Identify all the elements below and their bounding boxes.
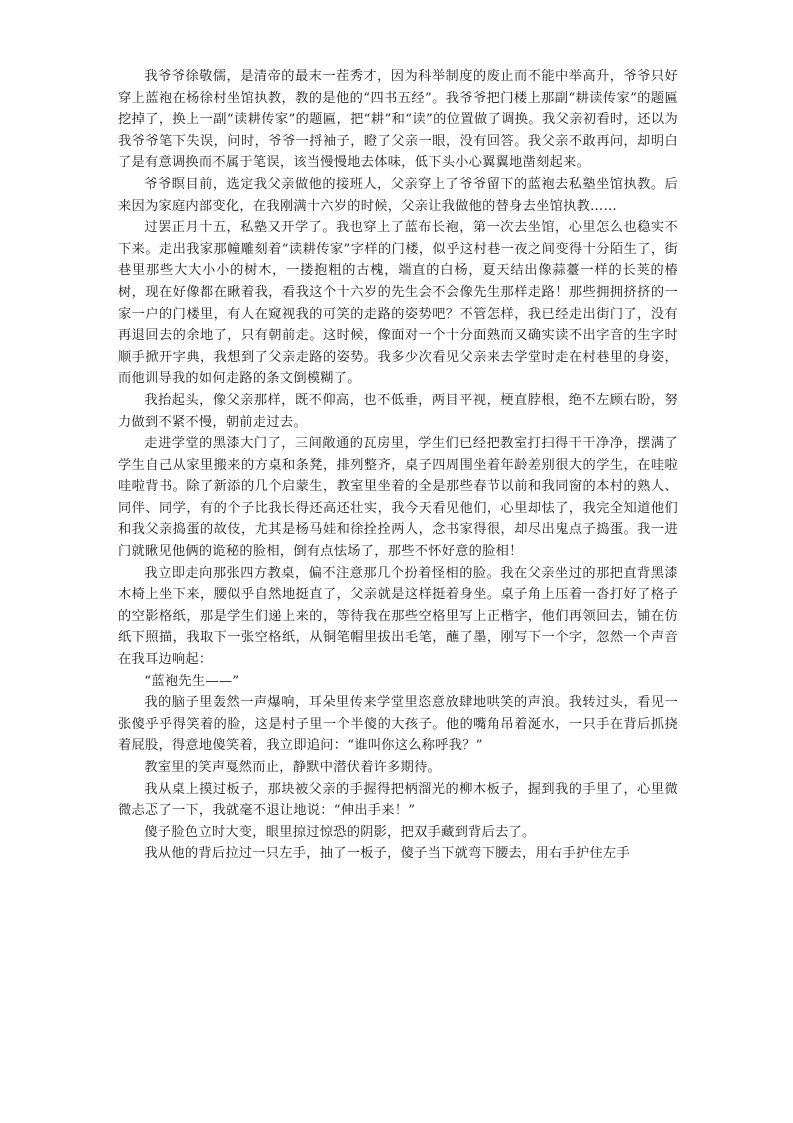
paragraph-10: 我从桌上摸过板子，那块被父亲的手握得把柄溜光的柳木板子，握到我的手里了，心里微微忐忑了一下，我就毫不退让地说：“伸出手来！” [118,781,678,819]
paragraph-2: 爷爷瞑目前，选定我父亲做他的接班人，父亲穿上了爷爷留下的蓝袍去私塾坐馆执教。后来因为家庭内部变化，在我刚满十六岁的时候，父亲让我做他的替身去坐馆执教…… [118,176,678,214]
paragraph-1: 我爷爷徐敬儒，是清帝的最末一茬秀才，因为科举制度的废止而不能中举高升，爷爷只好穿上蓝袍在杨徐村坐馆执教，教的是他的“四书五经”。我爷爷把门楼上那副“耕读传家”的题匾挖掉了，换上一副“读耕传家”的题匾，把“耕”和“读”的位置做了调换。我父亲初看时，还以为我爷爷笔下失误，问时，爷爷一捋袖子，瞪了父亲一眼，没有回答。我父亲不敢再问，却明白了是有意调换而不属于笔误，该当慢慢地去体味，低下头小心翼翼地凿刻起来。 [118,69,678,171]
paragraph-9: 教室里的笑声戛然而止，静默中潜伏着许多期待。 [144,760,442,775]
paragraph-8: 我的脑子里轰然一声爆响，耳朵里传来学堂里恣意放肆地哄笑的声浪。我转过头，看见一张傻乎乎得笑着的脸，这是村子里一个半傻的大孩子。他的嘴角吊着涎水，一只手在背后抓挠着屁股，得意地傻笑着，我立即追问：“谁叫你这么称呼我？” [118,695,678,754]
paragraph-4: 我抬起头，像父亲那样，既不仰高，也不低垂，两目平视，梗直脖根，绝不左顾右盼，努力做到不紧不慢，朝前走过去。 [118,392,678,430]
paragraph-12: 我从他的背后拉过一只左手，抽了一板子，傻子当下就弯下腰去，用右手护住左手 [144,846,630,862]
paragraph-6: 我立即走向那张四方教桌，偏不注意那几个扮着怪相的脸。我在父亲坐过的那把直背黑漆木椅上坐下来，腰似乎自然地挺直了，父亲就是这样挺着身坐。桌子角上压着一沓打好了格子的空影格纸，那是学生们递上来的，等待我在那些空格里写上正楷字，他们再领回去，铺在仿纸下照描，我取下一张空格纸，从铜笔帽里拔出毛笔，蘸了墨，刚写下一个字，忽然一个声音在我耳边响起： [118,565,678,668]
paragraph-5: 走进学堂的黑漆大门了，三间敞通的瓦房里，学生们已经把教室打扫得干干净净，摆满了学生自己从家里搬来的方桌和条凳，排列整齐，桌子四周围坐着年龄差别很大的学生，在哇啦哇啦背书。除了新添的几个启蒙生，教室里坐着的全是那些春节以前和我同窗的本村的熟人、同伴、同学，有的个子比我长得还高还壮实，我今天看见他们，心里却怯了，我完全知道他们和我父亲捣蛋的故伎，尤其是杨马娃和徐拴拴两人，念书家得很，却尽出鬼点子捣蛋。我一进门就瞅见他俩的诡秘的脸相，倒有点怯场了，那些不怀好意的脸相！ [118,436,678,560]
paragraph-3: 过罢正月十五，私塾又开学了。我也穿上了蓝布长袍，第一次去坐馆，心里怎么也稳实不下来。走出我家那幢雕刻着“读耕传家”字样的门楼，似乎这村巷一夜之间变得十分陌生了，街巷里那些大大小小的树木，一搂抱粗的古槐，端直的白杨，夏天结出像蒜薹一样的长荚的椿树，现在好像都在瞅着我，看我这个十六岁的先生会不会像先生那样走路！那些拥拥挤挤的一家一户的门楼里，有人在窥视我的可笑的走路的姿势吧？不管怎样，我已经走出街门了，没有再退回去的余地了，只有朝前走。这时候，像面对一个十分面熟而又确实读不出字音的生字时顺手掀开字典，我想到了父亲走路的姿势。我多少次看见父亲来去学堂时走在村巷里的身姿，而他训导我的如何走路的条文倒模糊了。 [118,220,678,387]
paragraph-11: 傻子脸色立时大变，眼里掠过惊恐的阴影，把双手藏到背后去了。 [144,824,536,840]
paragraph-7: “蓝袍先生——” [144,673,240,689]
document-body [118,66,678,865]
